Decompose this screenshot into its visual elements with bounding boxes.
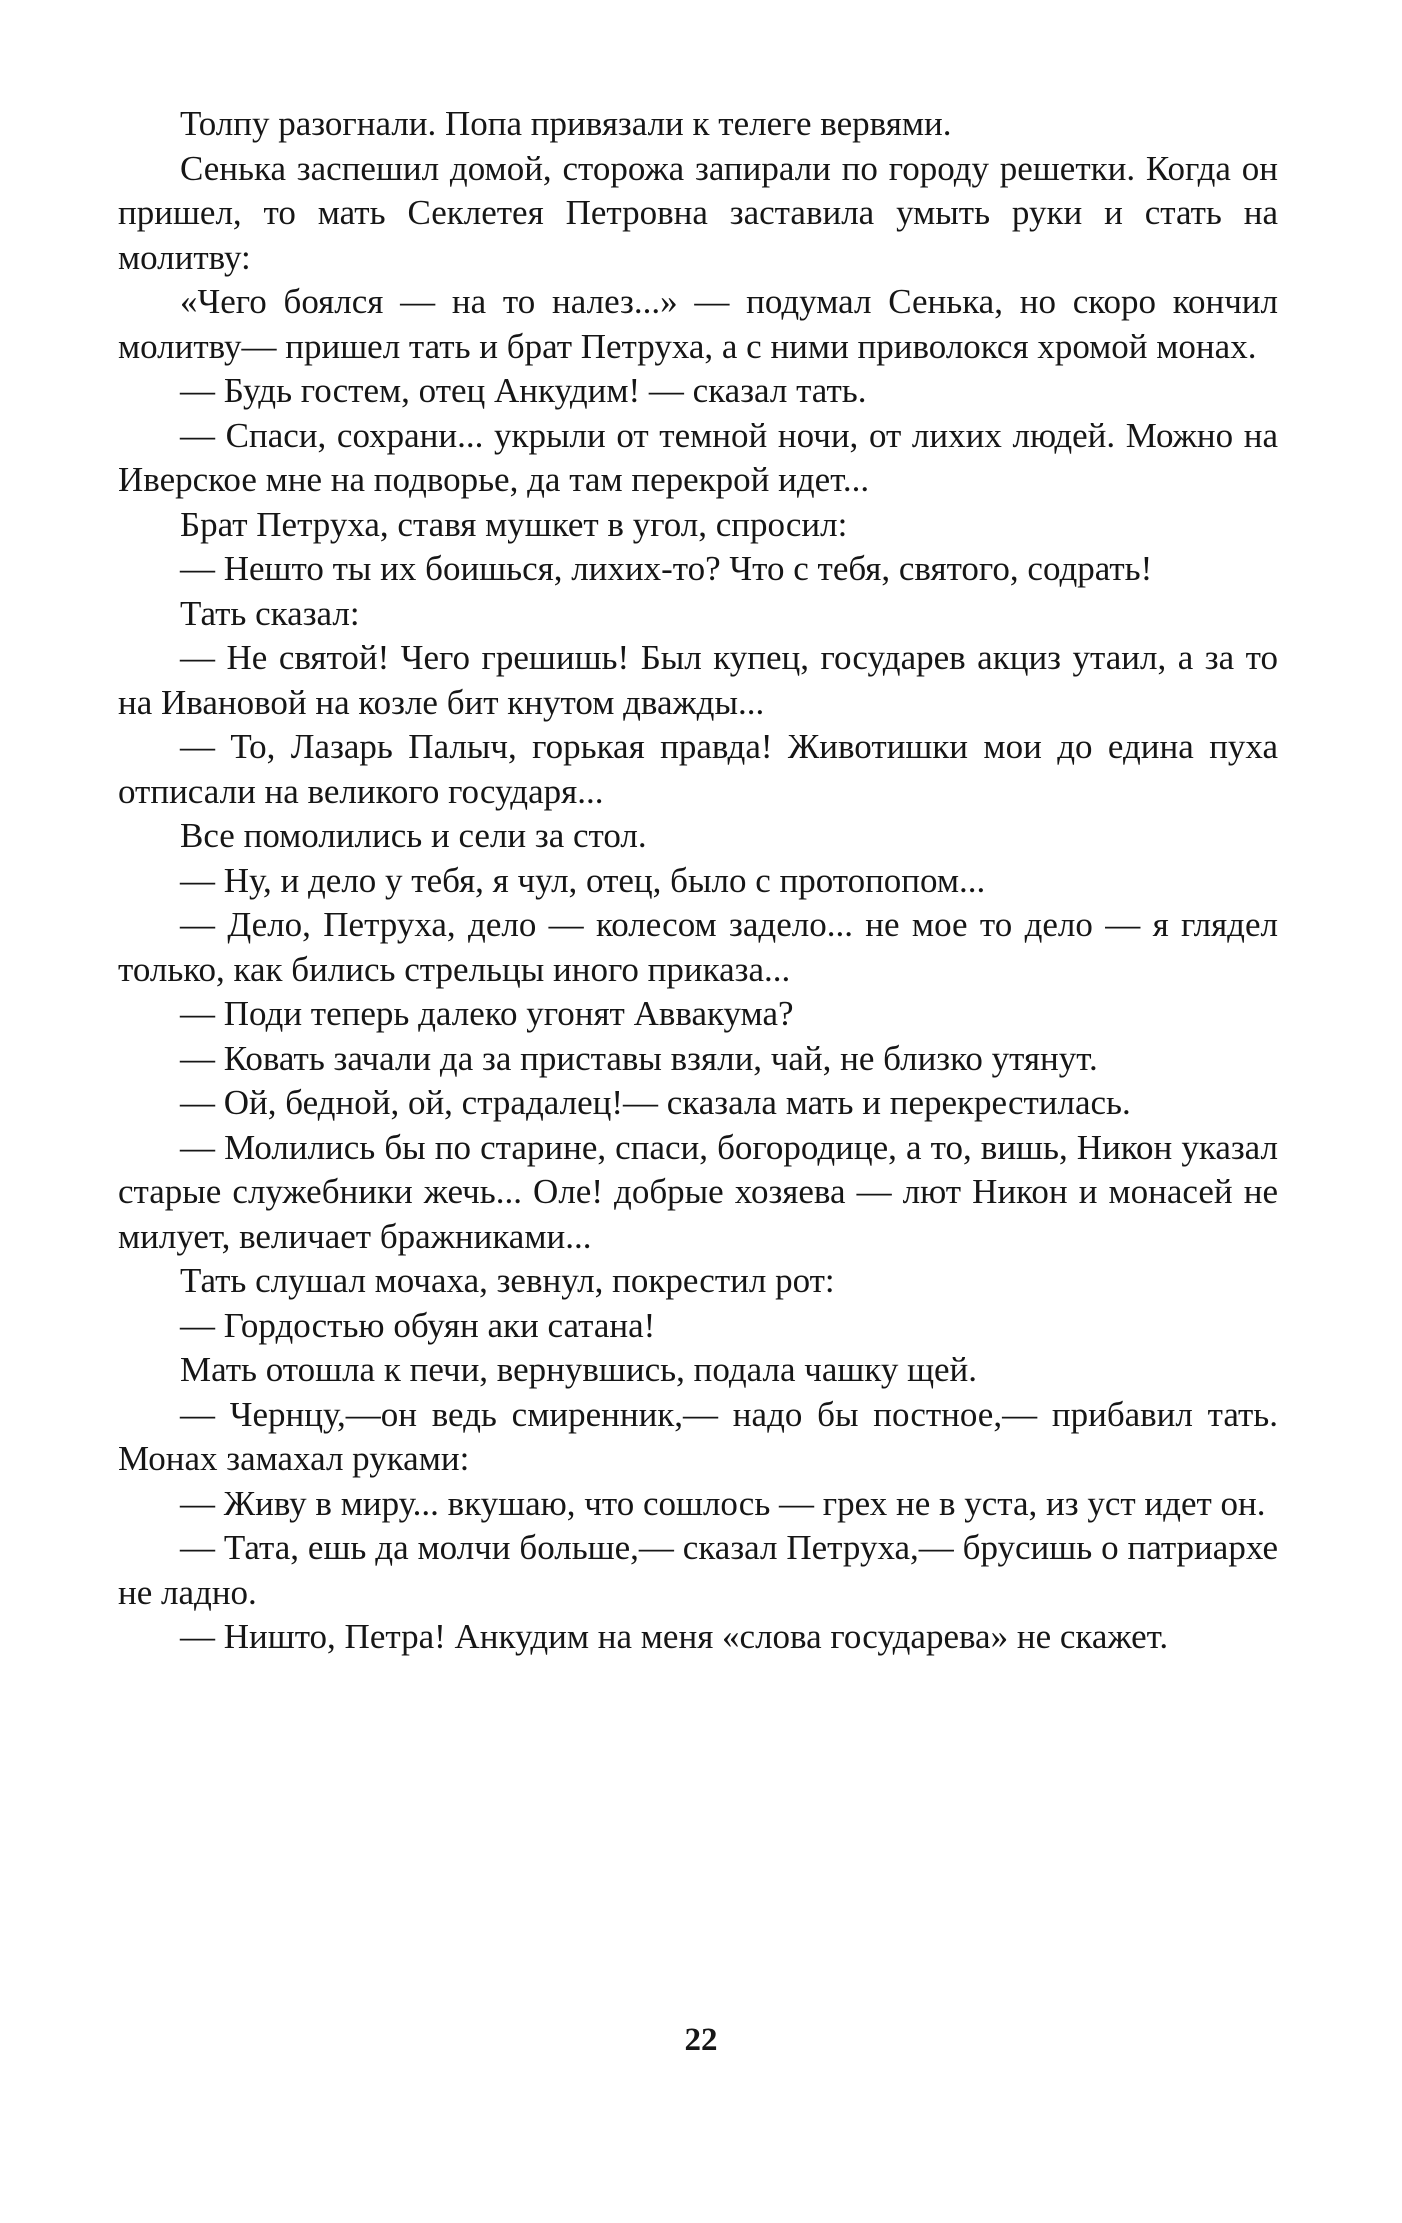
paragraph: Тать слушал мочаха, зевнул, покрестил рот: <box>180 1261 835 1300</box>
paragraph: — Не святой! Чего грешишь! Был купец, государев акциз утаил, а за то на Ивановой на козле бит кнутом дважды... <box>118 638 1278 722</box>
paragraph: — Нешто ты их боишься, лихих-то? Что с тебя, святого, содрать! <box>180 549 1153 588</box>
body-text <box>118 102 1278 1660</box>
paragraph: — Живу в миру... вкушаю, что сошлось — грех не в уста, из уст идет он. <box>180 1483 1266 1523</box>
paragraph: — Ну, и дело у тебя, я чул, отец, было с протопопом... <box>180 860 986 900</box>
paragraph: Все помолились и сели за стол. <box>180 816 647 855</box>
paragraph: Тать сказал: <box>180 593 360 633</box>
paragraph: — Дело, Петруха, дело — колесом задело... не мое то дело — я глядел только, как бились стрельцы иного приказа... <box>118 905 1278 989</box>
paragraph: — Поди теперь далеко угонят Аввакума? <box>180 994 794 1033</box>
paragraph: — Тата, ешь да молчи больше,— сказал Петруха,— брусишь о патриархе не ладно. <box>118 1528 1278 1612</box>
paragraph: — То, Лазарь Палыч, горькая правда! Животишки мои до едина пуха отписали на великого государя... <box>118 727 1278 811</box>
paragraph: Брат Петруха, ставя мушкет в угол, спросил: <box>180 504 848 544</box>
paragraph: Толпу разогнали. Попа привязали к телеге вервями. <box>180 104 952 143</box>
paragraph: — Чернцу,—он ведь смиренник,— надо бы постное,— прибавил тать. Монах замахал руками: <box>118 1394 1278 1478</box>
paragraph: — Ковать зачали да за приставы взяли, чай, не близко утянут. <box>180 1038 1098 1078</box>
paragraph: Мать отошла к печи, вернувшись, подала чашку щей. <box>180 1350 978 1389</box>
paragraph: «Чего боялся — на то налез...» — подумал Сенька, но скоро кончил молитву— пришел тать и брат Петруха, а с ними приволокся хромой монах. <box>118 282 1278 366</box>
paragraph: — Гордостью обуян аки сатана! <box>180 1305 656 1345</box>
paragraph: — Будь гостем, отец Анкудим! — сказал тать. <box>180 371 867 410</box>
page-number: 22 <box>684 2022 718 2058</box>
paragraph: — Спаси, сохрани... укрыли от темной ночи, от лихих людей. Можно на Иверское мне на подворье, да там перекрой идет... <box>118 415 1278 499</box>
paragraph: Сенька заспешил домой, сторожа запирали по городу решетки. Когда он пришел, то мать Секлетея Петровна заставила умыть руки и стать на молитву: <box>118 148 1278 277</box>
paragraph: — Молились бы по старине, спаси, богородице, а то, вишь, Никон указал старые служебники жечь... Оле! добрые хозяева — лют Никон и монасей не милует, величает бражниками... <box>118 1127 1278 1256</box>
paragraph: — Ой, бедной, ой, страдалец!— сказала мать и перекрестилась. <box>180 1083 1131 1122</box>
paragraph: — Ништо, Петра! Анкудим на меня «слова государева» не скажет. <box>180 1617 1169 1656</box>
